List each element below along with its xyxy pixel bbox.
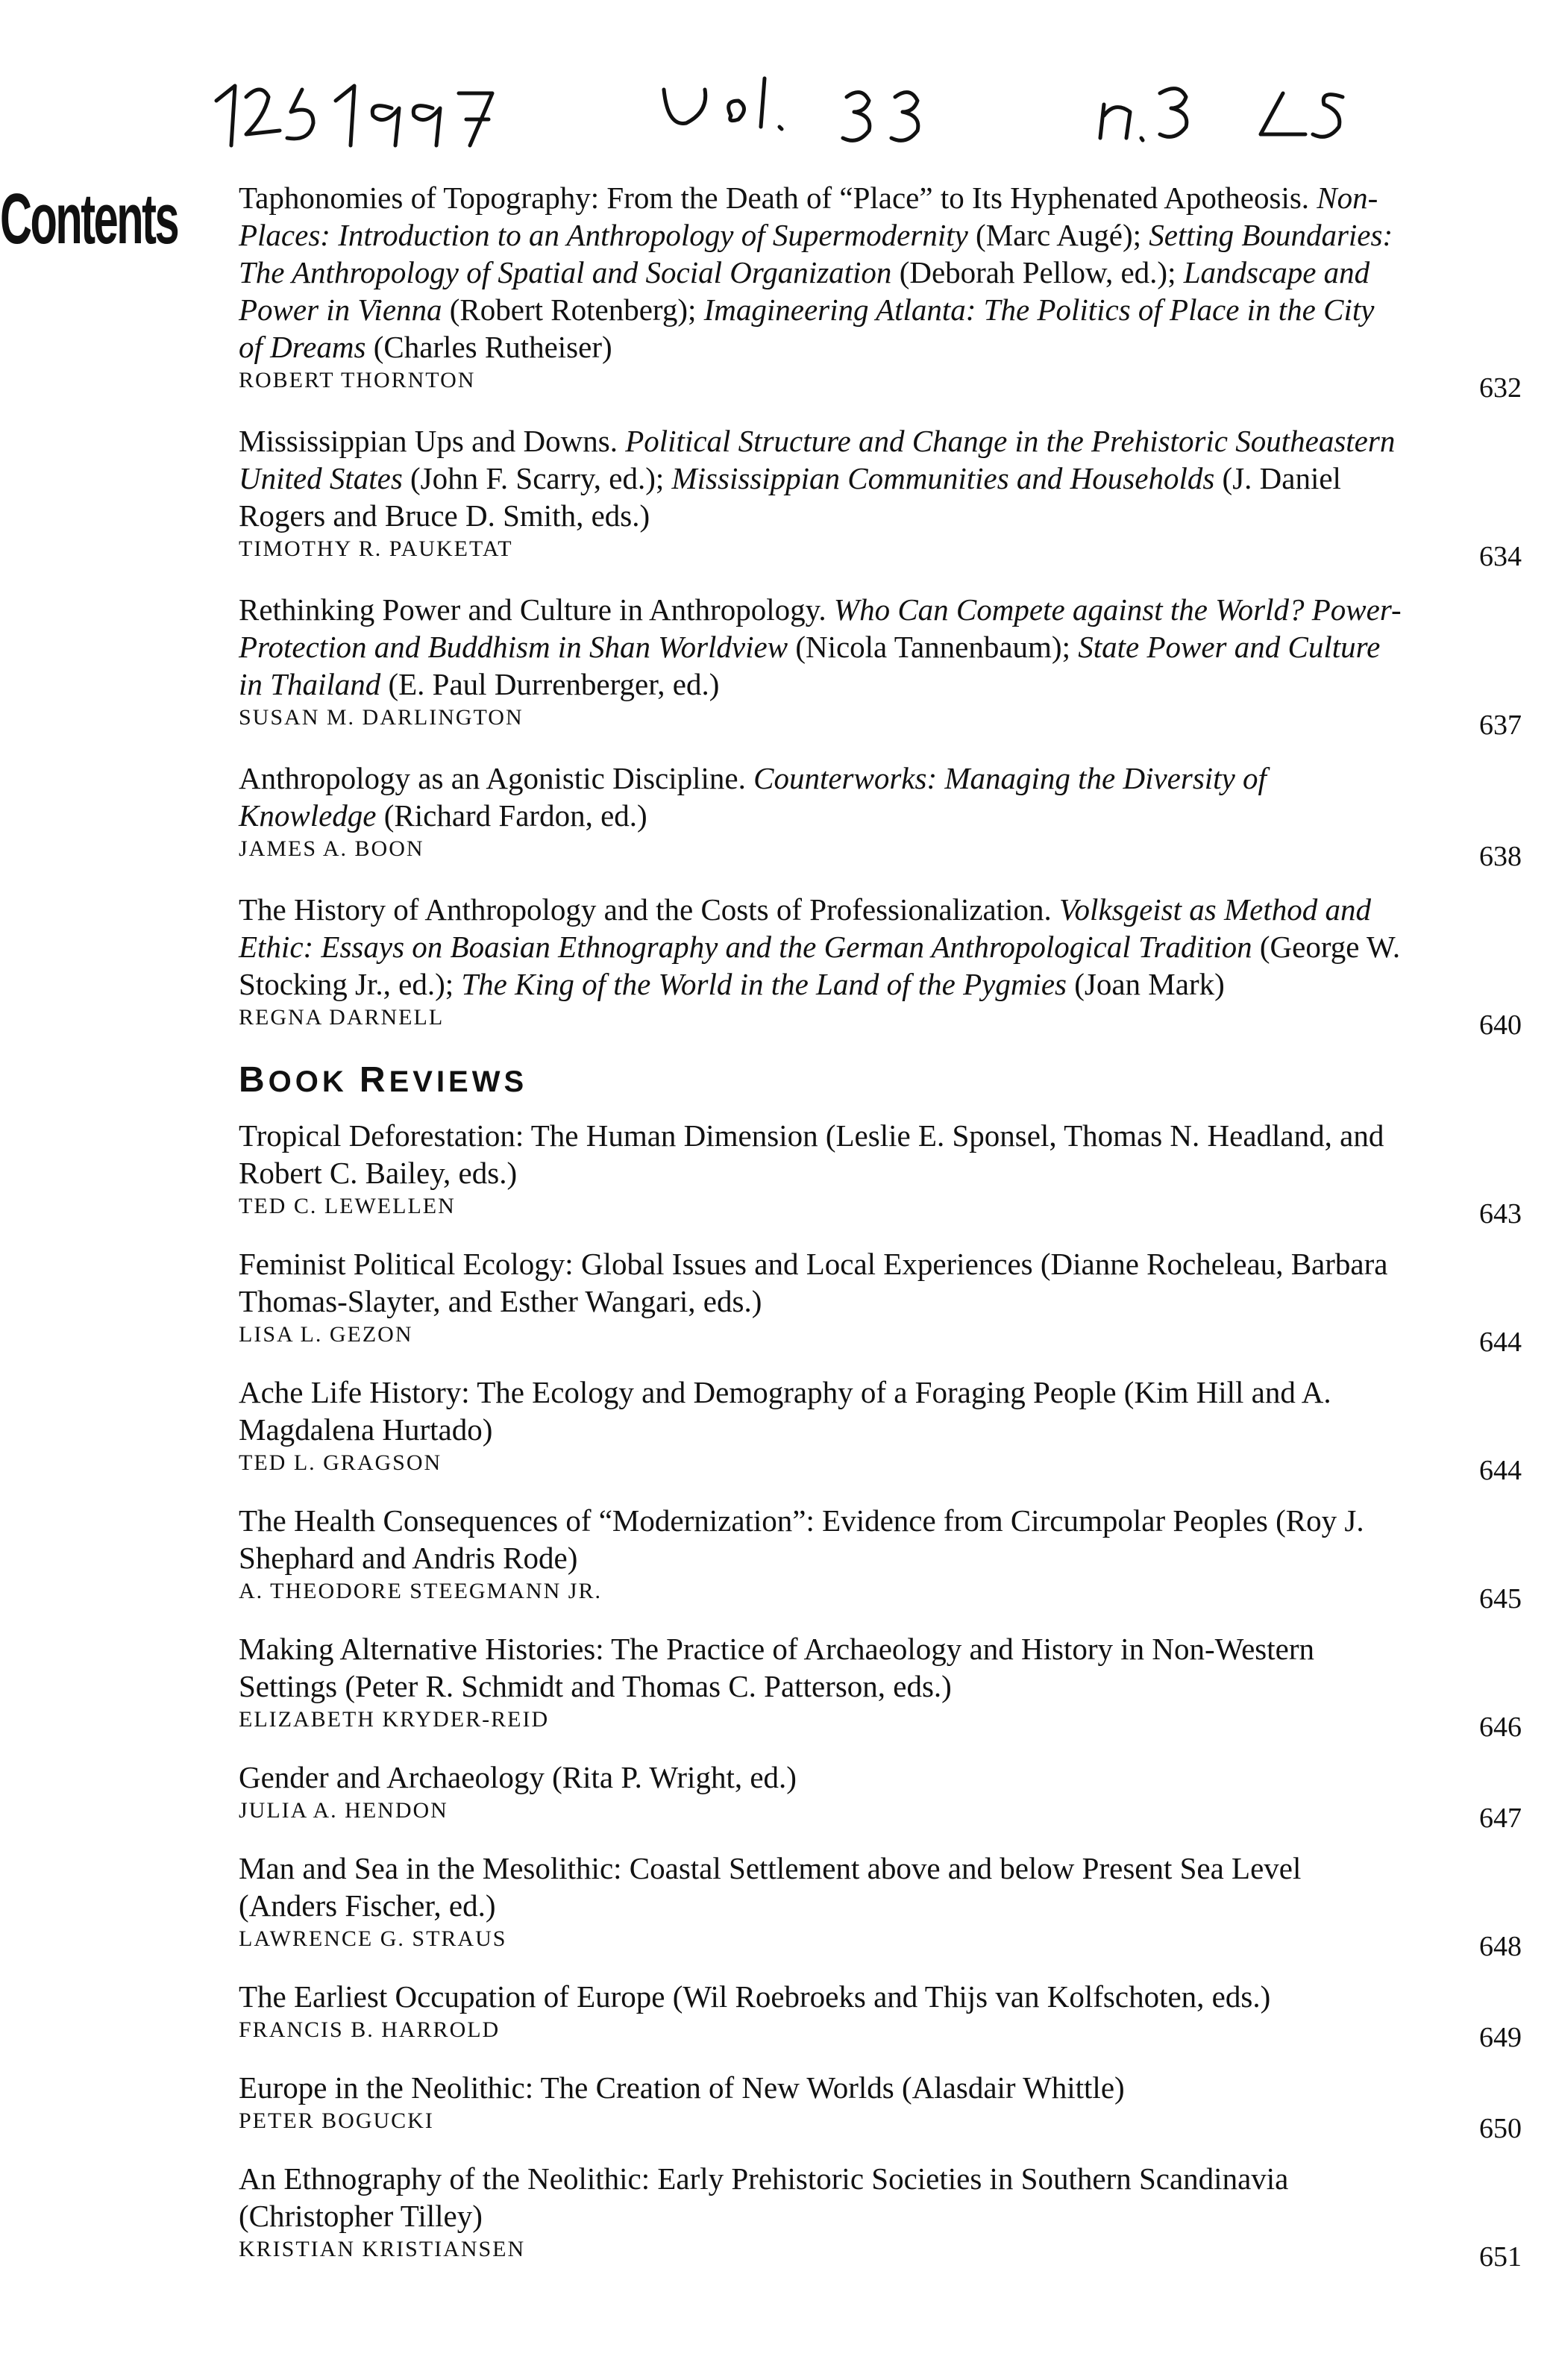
review-entry [239, 1630, 1522, 1743]
review-entry [239, 1850, 1522, 1962]
heading-letter-b: B [239, 1060, 269, 1100]
book-title: Political Structure and Change in the Prehistoric Southeastern United States [239, 424, 1396, 495]
toc-entry [239, 422, 1522, 572]
entry-text-segment: (Deborah Pellow, ed.); [891, 255, 1184, 289]
page-number: 644 [1479, 1455, 1522, 1486]
review-author: LAWRENCE G. STRAUS [239, 1926, 507, 1951]
page-number: 647 [1479, 1803, 1522, 1834]
contents-heading: Contents [0, 179, 178, 259]
page-number: 638 [1479, 841, 1522, 872]
entry-text-segment: (Marc Augé); [967, 218, 1149, 252]
review-title: Feminist Political Ecology: Global Issues and Local Experiences (Dianne Rocheleau, Barbara Thomas-Slayter, and Esther Wangari, eds.) [239, 1247, 1388, 1318]
review-entry [239, 1374, 1522, 1486]
entry-title [239, 591, 1402, 703]
book-title: Imagineering Atlanta: The Politics of Place in the City of Dreams [239, 292, 1375, 364]
entry-author: REGNA DARNELL [239, 1005, 445, 1030]
review-entry [239, 2160, 1522, 2273]
review-author: LISA L. GEZON [239, 1322, 413, 1347]
page-number: 650 [1479, 2113, 1522, 2144]
review-title: Gender and Archaeology (Rita P. Wright, ed.) [239, 1760, 797, 1794]
book-title: The King of the World in the Land of the Pygmies [461, 967, 1067, 1001]
page-number: 646 [1479, 1712, 1522, 1743]
toc-entry [239, 891, 1522, 1041]
book-title: Setting Boundaries: The Anthropology of Spatial and Social Organization [239, 218, 1393, 289]
heading-rest-ook: OOK [268, 1065, 360, 1098]
review-author: ELIZABETH KRYDER-REID [239, 1707, 550, 1732]
toc-entry [239, 591, 1522, 741]
book-title: Mississippian Communities and Households [671, 461, 1215, 495]
entry-text-segment: (John F. Scarry, ed.); [402, 461, 672, 495]
entry-text-segment: Anthropology as an Agonistic Discipline. [239, 761, 754, 795]
entry-text-segment: (Richard Fardon, ed.) [376, 798, 647, 833]
book-title: Non-Places: Introduction to an Anthropology of Supermodernity [239, 181, 1378, 252]
entry-title [239, 760, 1402, 834]
book-title: Counterworks: Managing the Diversity of Knowledge [239, 761, 1267, 833]
page-number: 640 [1479, 1009, 1522, 1041]
entry-text-segment: (E. Paul Durrenberger, ed.) [380, 667, 720, 701]
entry-text-segment: Mississippian Ups and Downs. [239, 424, 626, 458]
page-number: 649 [1479, 2022, 1522, 2053]
review-title: Tropical Deforestation: The Human Dimension (Leslie E. Sponsel, Thomas N. Headland, and Robert C. Bailey, eds.) [239, 1118, 1384, 1190]
review-entry [239, 1759, 1522, 1834]
review-title: The Health Consequences of “Modernization”: Evidence from Circumpolar Peoples (Roy J. Shephard and Andris Rode) [239, 1503, 1364, 1575]
entry-text-segment: (Joan Mark) [1067, 967, 1225, 1001]
handwritten-shelfmark [209, 71, 1402, 153]
book-title: Landscape and Power in Vienna [239, 255, 1370, 327]
review-title: An Ethnography of the Neolithic: Early Prehistoric Societies in Southern Scandinavia (Christopher Tilley) [239, 2161, 1289, 2233]
heading-letter-r: R [359, 1060, 389, 1100]
entry-text-segment: The History of Anthropology and the Costs of Professionalization. [239, 892, 1060, 927]
review-author: FRANCIS B. HARROLD [239, 2017, 501, 2042]
entry-text-segment: Taphonomies of Topography: From the Death of “Place” to Its Hyphenated Apotheosis. [239, 181, 1317, 215]
review-author: TED L. GRAGSON [239, 1450, 442, 1475]
book-reviews-heading [239, 1059, 1447, 1100]
review-title: Ache Life History: The Ecology and Demography of a Foraging People (Kim Hill and A. Magdalena Hurtado) [239, 1375, 1331, 1447]
review-entry [239, 2069, 1522, 2144]
heading-rest-eviews: EVIEWS [389, 1065, 528, 1098]
review-title: Making Alternative Histories: The Practice of Archaeology and History in Non-Western Settings (Peter R. Schmidt and Thomas C. Patterson, eds.) [239, 1632, 1314, 1703]
review-author: TED C. LEWELLEN [239, 1194, 456, 1218]
book-title: Who Can Compete against the World? Power-Protection and Buddhism in Shan Worldview [239, 592, 1402, 664]
review-author: JULIA A. HENDON [239, 1798, 448, 1823]
contents-column [239, 179, 1522, 2288]
review-title: Man and Sea in the Mesolithic: Coastal Settlement above and below Present Sea Level (Anders Fischer, ed.) [239, 1851, 1302, 1923]
entry-text-segment: (Charles Rutheiser) [365, 330, 612, 364]
entry-text-segment: Rethinking Power and Culture in Anthropology. [239, 592, 834, 627]
entry-text-segment: (J. Daniel Rogers and Bruce D. Smith, eds.) [239, 461, 1341, 533]
page-number: 651 [1479, 2241, 1522, 2273]
entry-text-segment: (Robert Rotenberg); [442, 292, 704, 327]
entry-text-segment: (Nicola Tannenbaum); [788, 630, 1079, 664]
review-entry [239, 1245, 1522, 1358]
entry-title [239, 422, 1402, 534]
review-entry [239, 1117, 1522, 1230]
review-title: The Earliest Occupation of Europe (Wil Roebroeks and Thijs van Kolfschoten, eds.) [239, 1979, 1271, 2014]
toc-entry [239, 179, 1522, 404]
review-author: A. THEODORE STEEGMANN JR. [239, 1579, 602, 1603]
review-list [239, 1117, 1522, 2273]
book-title: Volksgeist as Method and Ethic: Essays on Boasian Ethnography and the German Anthropological Tradition [239, 892, 1371, 964]
entry-author: TIMOTHY R. PAUKETAT [239, 536, 513, 561]
review-author: PETER BOGUCKI [239, 2108, 434, 2133]
review-author: KRISTIAN KRISTIANSEN [239, 2237, 526, 2261]
book-title: State Power and Culture in Thailand [239, 630, 1381, 701]
handwriting-drawing [209, 71, 1402, 153]
entry-author: JAMES A. BOON [239, 836, 424, 861]
toc-entry [239, 760, 1522, 872]
entry-author: ROBERT THORNTON [239, 368, 476, 392]
page-number: 648 [1479, 1931, 1522, 1962]
entry-text-segment: (George W. Stocking Jr., ed.); [239, 930, 1401, 1001]
page-number: 645 [1479, 1583, 1522, 1615]
page-number: 634 [1479, 541, 1522, 572]
page-number: 637 [1479, 710, 1522, 741]
essay-list [239, 179, 1522, 1041]
entry-title [239, 179, 1402, 366]
entry-title [239, 891, 1402, 1003]
page-number: 644 [1479, 1327, 1522, 1358]
entry-author: SUSAN M. DARLINGTON [239, 705, 524, 730]
page-number: 643 [1479, 1198, 1522, 1230]
review-title: Europe in the Neolithic: The Creation of New Worlds (Alasdair Whittle) [239, 2070, 1125, 2105]
review-entry [239, 1978, 1522, 2053]
review-entry [239, 1502, 1522, 1615]
page-number: 632 [1479, 372, 1522, 404]
